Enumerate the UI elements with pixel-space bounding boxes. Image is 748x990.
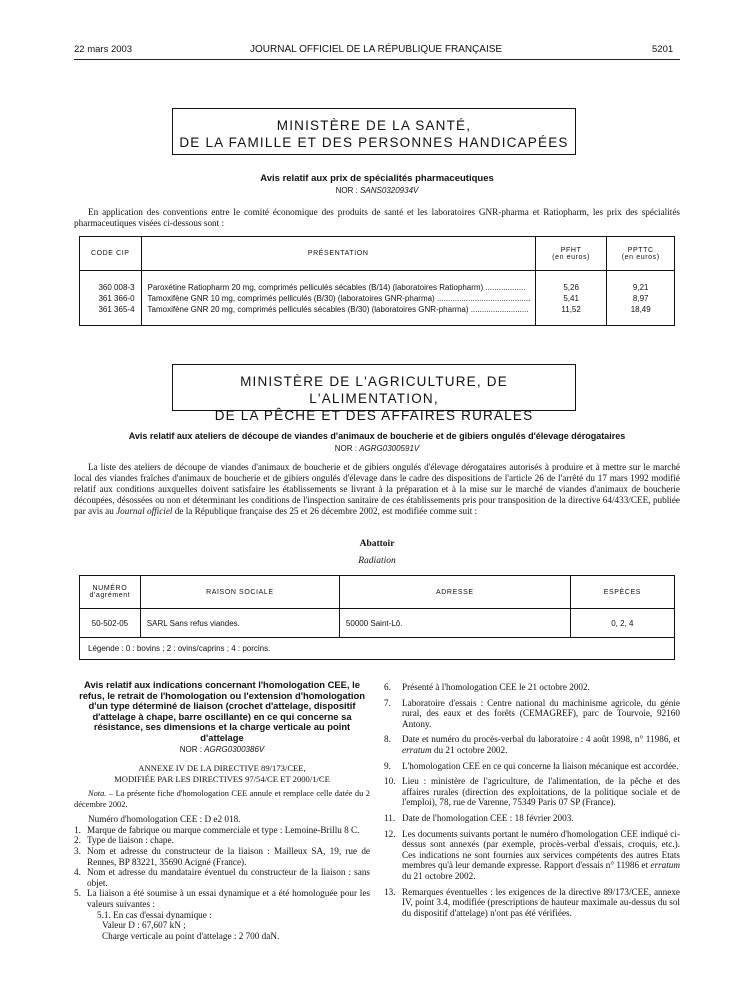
item-text: Présenté à l'homologation CEE le 21 octobre 2002. <box>402 682 590 692</box>
item-number: 3. <box>74 845 81 856</box>
header-adresse: ADRESSE <box>339 576 570 609</box>
subsection-radiation: Radiation <box>358 556 396 566</box>
item-number: 10. <box>384 776 396 787</box>
ateliers-header-row <box>80 576 675 609</box>
item-4 <box>74 867 370 888</box>
header-raison-sociale: RAISON SOCIALE <box>140 576 339 609</box>
ppttc-cell <box>607 271 675 326</box>
pfht-label: PFHT <box>560 246 582 254</box>
header-ppttc <box>607 237 675 271</box>
item-6 <box>384 682 680 693</box>
item-text: Nom et adresse du constructeur de la liaison : Mailleux SA, 19, rue de Rennes, BP 83221, 35690 Acigné (France). <box>87 845 370 867</box>
ppttc-row-1: 9,21 <box>632 282 649 292</box>
item-number: 1. <box>74 824 81 835</box>
ateliers-legend-row <box>80 637 675 659</box>
codes-cell <box>80 271 142 326</box>
pfht-unit: (en euros) <box>552 253 591 261</box>
ministry-health-line2: DE LA FAMILLE ET DES PERSONNES HANDICAPÉES <box>179 135 569 150</box>
ppttc-row-2: 8,97 <box>632 293 649 303</box>
item-text: Marque de fabrique ou marque commerciale et type : Lemoine-Brillu 8 C. <box>87 824 360 835</box>
ministry-health-box <box>172 108 576 155</box>
item-number: 8. <box>384 734 391 745</box>
nota-label: Nota. <box>88 789 107 798</box>
item-text-italic: erratum <box>402 744 432 755</box>
item-13 <box>384 887 680 919</box>
pfht-row-3: 11,52 <box>561 304 581 314</box>
ateliers-text-before: La liste des ateliers de découpe de viandes d'animaux de boucherie et de gibiers ongulés d'élevage dérogataires autorisés à produire et à mettre sur le marché local des viandes fraîches d'animaux de boucherie et de gibiers ongulés d'élevage dans le cadre des dispositions de l'article 26 de l'arrêté du 17 mars 1992 modifié relatif aux conditions auxquelles doivent satisfaire les établissements se livrant à la préparation et à la mise sur le marché de viandes d'animaux de boucherie découpées, désossées ou non et déterminant les conditions de l'inspection sanitaire de ces établissements pris pour transposition de la directive 64/433/CEE, publiée par avis au <box>74 462 680 516</box>
header-especes: ESPÈCES <box>570 576 674 609</box>
item-number: 11. <box>384 812 396 823</box>
nor-label: NOR : <box>179 745 202 754</box>
annexe-line2: MODIFIÉE PAR LES DIRECTIVES 97/54/CE ET 2000/1/CE <box>114 773 330 784</box>
item-number: 5. <box>74 888 81 899</box>
avis-prix-nor <box>74 186 680 195</box>
charge-verticale: Charge verticale au point d'attelage : 2 700 daN. <box>102 930 280 941</box>
pfht-row-1: 5,26 <box>563 282 579 292</box>
item-2 <box>74 835 370 846</box>
ppttc-label: PPTTC <box>627 246 654 254</box>
avis-homologation-title: Avis relatif aux indications concernant l'homologation CEE, le refus, le retrait de l'homologation ou l'extension d'homologation d'un type déterminé de liaison (crochet d'attelage, dispositif d'attelage à chape, barre oscillante) en ce qui concerne sa résistance, ses dimensions et la charge verticale au point d'attelage <box>79 679 365 743</box>
numero-label: NUMÉRO <box>92 585 128 593</box>
ateliers-table <box>79 575 675 660</box>
cell-adresse: 50000 Saint-Lô. <box>339 609 570 637</box>
item-number: 9. <box>384 760 391 771</box>
item-text: Type de liaison : chape. <box>87 835 174 846</box>
item-text-after: du 21 octobre 2002. <box>402 870 476 881</box>
item-3 <box>74 846 370 867</box>
nor-code: AGRG0300386V <box>204 745 265 754</box>
ppttc-unit: (en euros) <box>621 253 660 261</box>
header-journal-title: JOURNAL OFFICIEL DE LA RÉPUBLIQUE FRANÇAISE <box>250 44 503 55</box>
header-rule <box>74 59 680 60</box>
pfht-row-2: 5,41 <box>563 293 579 303</box>
item-1 <box>74 825 370 836</box>
cell-numero: 50-502-05 <box>80 609 141 637</box>
item-text: Laboratoire d'essais : Centre national du machinisme agricole, du génie rural, des eaux et des forêts (CEMAGREF), parc de Tourvoie, 92160 Antony. <box>402 697 680 729</box>
prix-table-body-row <box>80 271 675 326</box>
item-9 <box>384 761 680 772</box>
valeur-d: Valeur D : 67,607 kN ; <box>102 920 186 931</box>
prix-table-header-row <box>80 237 675 271</box>
annexe-heading <box>74 763 370 784</box>
item-text-before: Les documents suivants portant le numéro d'homologation CEE indiqué ci-dessus sont annexés (par exemple, procès-verbal d'essais, croquis, etc.). Ces indications ne sont fournies aux services compétents des autres Etats membres qu'à leur demande expresse. Rapport d'essais n° 11986 et <box>402 828 680 871</box>
items-left-list <box>74 825 370 942</box>
avis-prix-title: Avis relatif aux prix de spécialités pharmaceutiques <box>260 173 494 184</box>
item-text-after: du 21 octobre 2002. <box>431 744 508 755</box>
header-date: 22 mars 2003 <box>74 44 133 55</box>
presentation-row-2: Tamoxifène GNR 10 mg, comprimés pelliculés (B/30) (laboratoires GNR-pharma) .......................................... <box>147 293 531 303</box>
journal-officiel-italic: Journal officiel <box>116 506 173 516</box>
avis-prix-intro <box>74 207 680 229</box>
item-number: 6. <box>384 682 391 692</box>
item-text: La liaison a été soumise à un essai dynamique et a été homologuée pour les valeurs suivantes : <box>87 888 370 909</box>
nota-paragraph <box>74 789 370 810</box>
item-number: 12. <box>384 828 396 839</box>
avis-homologation-right-column <box>384 682 680 918</box>
nor-code: AGRG0300591V <box>359 444 420 453</box>
item-number: 2. <box>74 835 81 846</box>
avis-homologation-left-column <box>74 680 370 941</box>
section-abattoir: Abattoir <box>359 539 395 549</box>
avis-ateliers-title: Avis relatif aux ateliers de découpe de viandes d'animaux de boucherie et de gibiers ongulés d'élevage dérogataires <box>128 431 626 441</box>
item-7 <box>384 698 680 730</box>
ateliers-data-row <box>80 609 675 637</box>
code-row-2: 361 366-0 <box>98 293 135 303</box>
presentations-cell <box>141 271 535 326</box>
avis-ateliers-body <box>74 462 680 517</box>
nor-code: SANS0320934V <box>360 186 419 195</box>
prix-table <box>79 236 675 326</box>
nota-text: – La présente fiche d'homologation CEE annule et remplace celle datée du 2 décembre 2002. <box>74 789 370 809</box>
code-row-3: 361 365-4 <box>98 304 135 314</box>
pfht-cell <box>535 271 607 326</box>
intro-paragraph: En application des conventions entre le comité économique des produits de santé et les laboratoires GNR-pharma et Ratiopharm, les prix des spécialités pharmaceutiques visées ci-dessous sont : <box>74 207 680 228</box>
ministry-health-line1: MINISTÈRE DE LA SANTÉ, <box>276 118 472 133</box>
item-10 <box>384 776 680 808</box>
ministry-agriculture-line2: DE LA PÊCHE ET DES AFFAIRES RURALES <box>214 408 534 423</box>
header-page-number: 5201 <box>652 44 674 55</box>
avis-ateliers-nor <box>74 444 680 453</box>
numero-homologation: Numéro d'homologation CEE : D e2 018. <box>88 814 241 825</box>
annexe-line1: ANNEXE IV DE LA DIRECTIVE 89/173/CEE, <box>138 763 306 773</box>
item-text-before: Date et numéro du procès-verbal du laboratoire : 4 août 1998, n° 11986, et <box>402 734 680 745</box>
item-8 <box>384 734 680 755</box>
item-text-italic: erratum <box>650 860 680 871</box>
ateliers-text-after: de la République française des 25 et 26 décembre 2002, est modifiée comme suit : <box>172 506 478 516</box>
cell-especes: 0, 2, 4 <box>570 609 674 637</box>
ministry-agriculture-line1: MINISTÈRE DE L'AGRICULTURE, DE L'ALIMENTATION, <box>240 374 508 406</box>
legend-cell: Légende : 0 : bovins ; 2 : ovins/caprins ; 4 : porcins. <box>80 637 675 659</box>
item-5-1: 5.1. En cas d'essai dynamique : <box>97 909 212 920</box>
item-number: 4. <box>74 867 81 878</box>
nor-label: NOR : <box>335 186 358 195</box>
presentation-row-3: Tamoxifène GNR 20 mg, comprimés pelliculés sécables (B/30) (laboratoires GNR-pharma) .......................... <box>147 304 529 314</box>
avis-homologation-nor <box>74 745 370 754</box>
item-text: Date de l'homologation CEE : 18 février 2003. <box>402 812 574 823</box>
code-row-1: 360 008-3 <box>98 282 135 292</box>
item-text: L'homologation CEE en ce qui concerne la liaison mécanique est accordée. <box>402 760 679 771</box>
header-code-cip: CODE CIP <box>80 237 142 271</box>
page-header <box>0 44 748 58</box>
ateliers-paragraph <box>74 462 680 517</box>
ministry-agriculture-box <box>172 364 576 423</box>
header-pfht <box>535 237 607 271</box>
item-number: 7. <box>384 697 391 708</box>
presentation-row-1: Paroxétine Ratiopharm 20 mg, comprimés pelliculés sécables (B/14) (laboratoires Ratiopharm) .................. <box>147 282 526 292</box>
nor-label: NOR : <box>334 444 357 453</box>
ppttc-row-3: 18,49 <box>630 304 651 314</box>
item-text: Lieu : ministère de l'agriculture, de l'alimentation, de la pêche et des affaires rurales (direction des exploitations, de la politique sociale et de l'emploi), 78, rue de Varenne, 75349 Paris 07 SP (France). <box>402 776 680 808</box>
item-text: Nom et adresse du mandataire éventuel du constructeur de la liaison : sans objet. <box>87 867 370 888</box>
item-5 <box>74 888 370 909</box>
header-numero <box>80 576 141 609</box>
numero-sublabel: d'agrément <box>89 592 131 600</box>
header-presentation: PRÉSENTATION <box>141 237 535 271</box>
item-number: 13. <box>384 886 396 897</box>
item-11 <box>384 813 680 824</box>
cell-raison: SARL Sans refus viandes. <box>140 609 339 637</box>
item-text: Remarques éventuelles : les exigences de la directive 89/173/CEE, annexe IV, point 3.4, modifiée (prescriptions de hauteur maximale au-dessus du sol du dispositif d'attelage) n'ont pas été vérifiées. <box>402 886 680 918</box>
item-12 <box>384 829 680 882</box>
